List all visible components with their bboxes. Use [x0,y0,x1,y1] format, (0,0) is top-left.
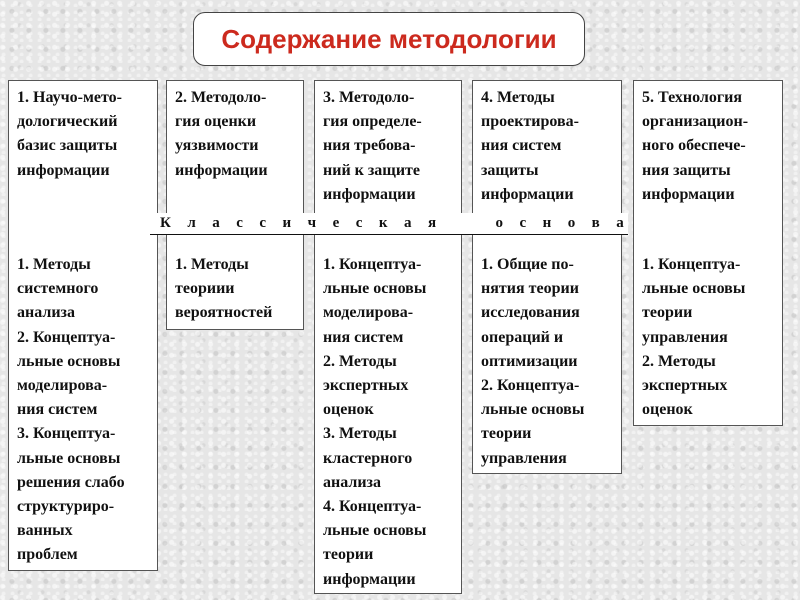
page-title: Содержание методологии [193,12,585,66]
band-letter: К [160,214,171,231]
band-letter: о [567,214,576,231]
column-1-heading: 1. Научо-мето- дологический базис защиты информации [17,89,122,179]
column-4-methods: 1. Общие по- нятия теории исследования операций и оптимизации 2. Концептуа- льные основы теории управления [481,256,585,467]
band-letter: е [332,214,340,231]
classical-basis-band [150,213,628,235]
column-4-box [472,80,622,474]
classical-basis-label [160,213,624,233]
band-letter: в [591,214,600,231]
band-letter: н [542,214,552,231]
band-letter: с [355,214,363,231]
band-letter: я [427,214,437,231]
column-3-box [314,80,462,594]
band-letter: с [236,214,243,231]
column-5-methods: 1. Концептуа- льные основы теории управления 2. Методы экспертных оценок [642,256,746,419]
column-2-heading: 2. Методоло- гия оценки уязвимости информации [175,89,268,179]
column-4-heading: 4. Методы проектирова- ния систем защиты информации [481,89,579,203]
band-letter: а [403,214,412,231]
band-letter: о [495,214,503,231]
column-3-heading: 3. Методоло- гия определе- ния требова- ний к защите информации [323,89,422,203]
column-5-heading: 5. Технология организацион- ного обеспече- ния защиты информации [642,89,749,203]
column-3-methods: 1. Концептуа- льные основы моделирова- ния систем 2. Методы экспертных оценок 3. Методы кластерного анализа 4. Концептуа- льные основы теории информации [323,256,427,588]
band-letter: и [282,214,292,231]
band-letter: с [519,214,527,231]
band-letter: к [378,214,388,231]
band-letter: ч [307,214,317,231]
column-5-box [633,80,783,426]
column-2-methods: 1. Методы теориии вероятностей [175,256,273,322]
band-letter: а [616,214,624,231]
column-1-box [8,80,158,571]
band-letter: с [259,214,267,231]
band-letter: а [212,214,220,231]
band-letter: л [187,214,196,231]
column-2-box [166,80,304,330]
column-1-methods: 1. Методы системного анализа 2. Концептуа- льные основы моделирова- ния систем 3. Концептуа- льные основы решения слабо структуриро- ванных проблем [17,256,125,564]
